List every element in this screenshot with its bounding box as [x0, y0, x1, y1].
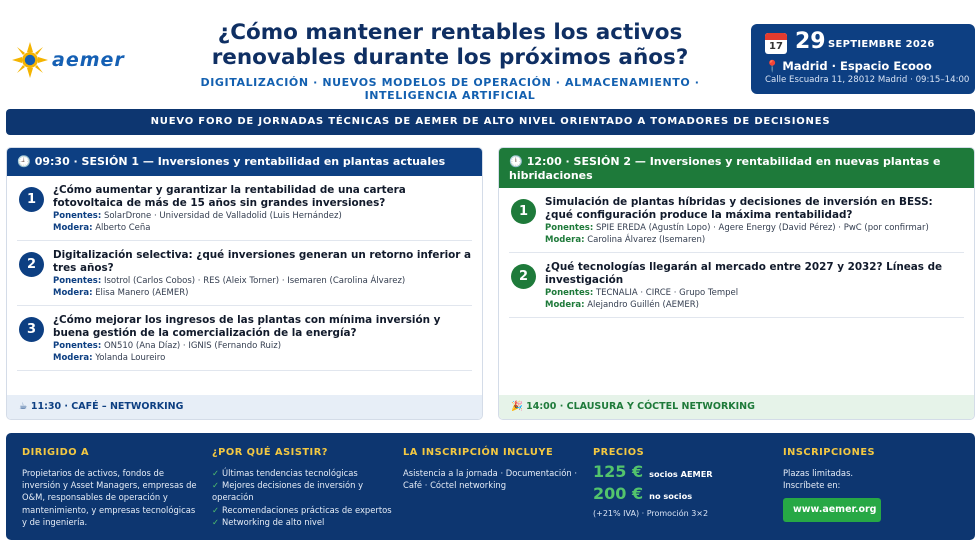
talk-speakers: Ponentes: SolarDrone · Universidad de Valladolid (Luis Hernández): [53, 211, 342, 221]
talk-speakers: Ponentes: Isotrol (Carlos Cobos) · RES (Aleix Torner) · Isemaren (Carolina Álvarez): [53, 276, 406, 286]
check-icon: ✓: [212, 504, 220, 515]
audience-heading: DIRIGIDO A: [22, 447, 90, 458]
session-2-header: 🕛 12:00 · SESIÓN 2 — Inversiones y rentabilidad en nuevas plantas e hibridaciones: [499, 148, 974, 188]
talk-number: 1: [19, 187, 44, 212]
why-item: ✓ Recomendaciones prácticas de expertos: [212, 504, 392, 515]
register-text: Inscríbete en:: [783, 480, 841, 491]
session-1-card: [6, 147, 483, 420]
register-column: [783, 447, 963, 522]
forum-banner: NUEVO FORO DE JORNADAS TÉCNICAS DE AEMER DE ALTO NIVEL ORIENTADO A TOMADORES DE DECISIONES: [6, 109, 975, 135]
check-icon: ✓: [212, 480, 220, 491]
talk-item: [509, 253, 964, 318]
talk-speakers: Ponentes: ON510 (Ana Díaz) · IGNIS (Fernando Ruiz): [53, 341, 282, 351]
talk-question: Simulación de plantas híbridas y decisiones de inversión en BESS: ¿qué configuración produce la máxima rentabilidad?: [545, 196, 933, 221]
talk-moderator: Modera: Alejandro Guillén (AEMER): [545, 300, 699, 310]
why-item: ✓ Mejores decisiones de inversión y operación: [212, 480, 364, 503]
aemer-logo[interactable]: [12, 42, 125, 78]
page-title: ¿Cómo mantener rentables los activos renovables durante los próximos años?: [211, 20, 689, 70]
coffee-icon: ☕: [19, 401, 28, 412]
talk-question: ¿Cómo mejorar los ingresos de las plantas con mínima inversión y buena gestión de la comercialización de la energía?: [53, 314, 441, 339]
session-1-footer: ☕ 11:30 · CAFÉ – NETWORKING: [7, 395, 482, 419]
why-item: ✓ Networking de alto nivel: [212, 516, 325, 527]
info-band: [6, 433, 975, 540]
price-note: (+21% IVA) · Promoción 3×2: [593, 509, 709, 518]
header: [0, 0, 980, 104]
talk-question: ¿Cómo aumentar y garantizar la rentabilidad de una cartera fotovoltaica de más de 15 años sin grandes inversiones?: [53, 184, 406, 209]
talk-number: 1: [511, 199, 536, 224]
event-address: Calle Escuadra 11, 28012 Madrid · 09:15–14:00: [765, 75, 970, 85]
event-place: 📍 Madrid · Espacio Ecooo: [765, 59, 932, 73]
audience-text: Propietarios de activos, fondos de inversión y Asset Managers, empresas de O&M, responsables de operación y mantenimiento, y empresas tecnológicas y de ingeniería.: [22, 468, 197, 527]
talk-moderator: Modera: Carolina Álvarez (Isemaren): [545, 235, 706, 245]
talk-number: 2: [19, 252, 44, 277]
check-icon: ✓: [212, 516, 220, 527]
session-2-card: [498, 147, 975, 420]
talk-moderator: Modera: Alberto Ceña: [53, 223, 151, 233]
talk-item: [17, 306, 472, 371]
logo-wordmark: aemer: [52, 49, 125, 71]
sun-logo-icon: [12, 42, 48, 78]
talk-question: Digitalización selectiva: ¿qué inversiones generan un retorno inferior a tres años?: [53, 249, 472, 274]
prices-column: [593, 447, 768, 518]
talk-moderator: Modera: Elisa Manero (AEMER): [53, 288, 189, 298]
talk-speakers: Ponentes: TECNALIA · CIRCE · Grupo Tempel: [545, 288, 739, 298]
price-members: 125 € socios AEMER: [593, 462, 713, 481]
map-pin-icon: 📍: [765, 59, 780, 73]
talk-number: 3: [19, 317, 44, 342]
register-link-button[interactable]: www.aemer.org: [783, 498, 881, 522]
talk-item: [17, 241, 472, 306]
event-month-year: SEPTIEMBRE 2026: [828, 39, 935, 50]
price-nonmembers: 200 € no socios: [593, 484, 693, 503]
page-subtitle: DIGITALIZACIÓN · NUEVOS MODELOS DE OPERACIÓN · ALMACENAMIENTO · INTELIGENCIA ARTIFICIAL: [200, 76, 700, 102]
party-icon: 🎉: [511, 401, 523, 412]
session-1-header: 🕘 09:30 · SESIÓN 1 — Inversiones y rentabilidad en plantas actuales: [7, 148, 482, 176]
why-item: ✓ Últimas tendencias tecnológicas: [212, 468, 358, 478]
talk-speakers: Ponentes: SPIE EREDA (Agustín Lopo) · Agere Energy (David Pérez) · PwC (por confirmar): [545, 223, 929, 233]
session-2-footer: 🎉 14:00 · CLAUSURA Y CÓCTEL NETWORKING: [499, 395, 974, 419]
talk-number: 2: [511, 264, 536, 289]
why-heading: ¿POR QUÉ ASISTIR?: [212, 447, 328, 458]
talk-question: ¿Qué tecnologías llegarán al mercado entre 2027 y 2032? Líneas de investigación: [545, 261, 943, 286]
register-text: Plazas limitadas.: [783, 468, 854, 478]
calendar-icon: 17: [765, 33, 787, 54]
register-heading: INSCRIPCIONES: [783, 447, 876, 458]
audience-column: [22, 447, 202, 528]
date-card: [751, 24, 975, 94]
check-icon: ✓: [212, 468, 220, 478]
prices-heading: PRECIOS: [593, 447, 645, 458]
clock-icon: 🕛: [509, 155, 523, 168]
talk-moderator: Modera: Yolanda Loureiro: [53, 353, 166, 363]
title-block: [170, 20, 730, 102]
includes-text: Asistencia a la jornada · Documentación · Café · Cóctel networking: [403, 468, 577, 491]
clock-icon: 🕘: [17, 155, 31, 168]
event-day: 29: [795, 29, 826, 54]
talk-item: [509, 188, 964, 253]
includes-column: [403, 447, 578, 491]
talk-item: [17, 176, 472, 241]
why-column: [212, 447, 392, 528]
includes-heading: LA INSCRIPCIÓN INCLUYE: [403, 447, 554, 458]
